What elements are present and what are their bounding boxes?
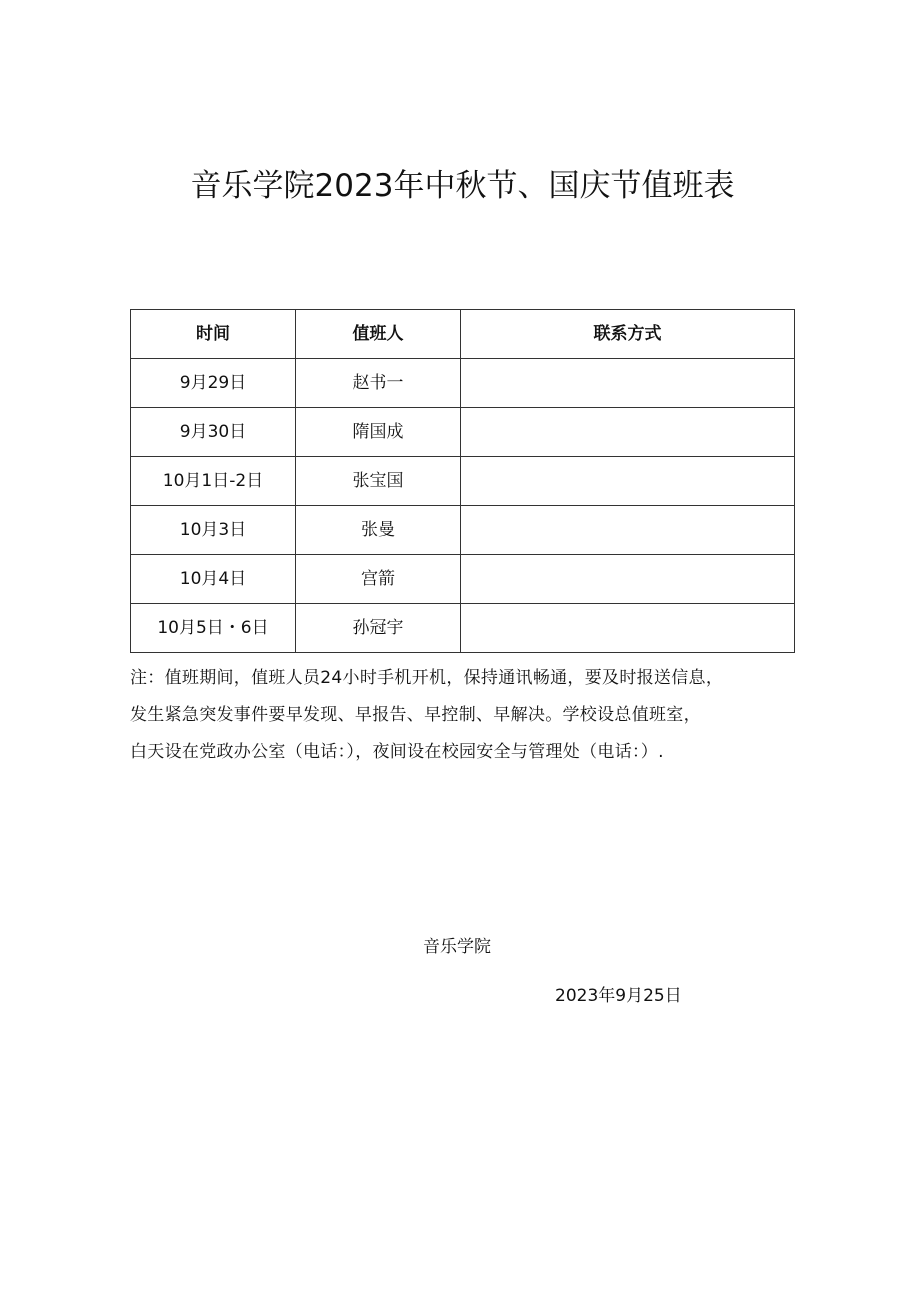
table-header-row xyxy=(131,310,795,359)
cell-contact xyxy=(461,506,795,555)
duty-roster-table xyxy=(130,309,795,653)
table-row xyxy=(131,604,795,653)
note-line: 白天设在党政办公室（电话：），夜间设在校园安全与管理处（电话：）. xyxy=(130,742,664,762)
cell-time: 10月4日 xyxy=(131,555,296,604)
cell-time: 10月3日 xyxy=(131,506,296,555)
cell-person: 孙冠宇 xyxy=(296,604,461,653)
cell-time: 10月1日-2日 xyxy=(131,457,296,506)
table-row xyxy=(131,506,795,555)
cell-contact xyxy=(461,408,795,457)
cell-contact xyxy=(461,359,795,408)
note-line: 发生紧急突发事件要早发现、早报告、早控制、早解决。学校设总值班室， xyxy=(130,705,701,725)
cell-person: 宫箭 xyxy=(296,555,461,604)
header-contact: 联系方式 xyxy=(461,310,795,359)
cell-person: 张宝国 xyxy=(296,457,461,506)
table-row xyxy=(131,555,795,604)
page-title: 音乐学院2023年中秋节、国庆节值班表 xyxy=(190,168,735,204)
signature-date: 2023年9月25日 xyxy=(555,986,682,1006)
cell-time: 9月29日 xyxy=(131,359,296,408)
header-time: 时间 xyxy=(131,310,296,359)
cell-time: 10月5日・6日 xyxy=(131,604,296,653)
duty-note xyxy=(130,660,800,771)
cell-person: 张曼 xyxy=(296,506,461,555)
cell-contact xyxy=(461,457,795,506)
header-person: 值班人 xyxy=(296,310,461,359)
cell-contact xyxy=(461,604,795,653)
cell-time: 9月30日 xyxy=(131,408,296,457)
table-row xyxy=(131,457,795,506)
cell-person: 隋国成 xyxy=(296,408,461,457)
table-row xyxy=(131,408,795,457)
table-row xyxy=(131,359,795,408)
cell-contact xyxy=(461,555,795,604)
note-line: 注：值班期间，值班人员24小时手机开机，保持通讯畅通，要及时报送信息， xyxy=(130,668,724,688)
signature-organization: 音乐学院 xyxy=(423,937,491,957)
cell-person: 赵书一 xyxy=(296,359,461,408)
